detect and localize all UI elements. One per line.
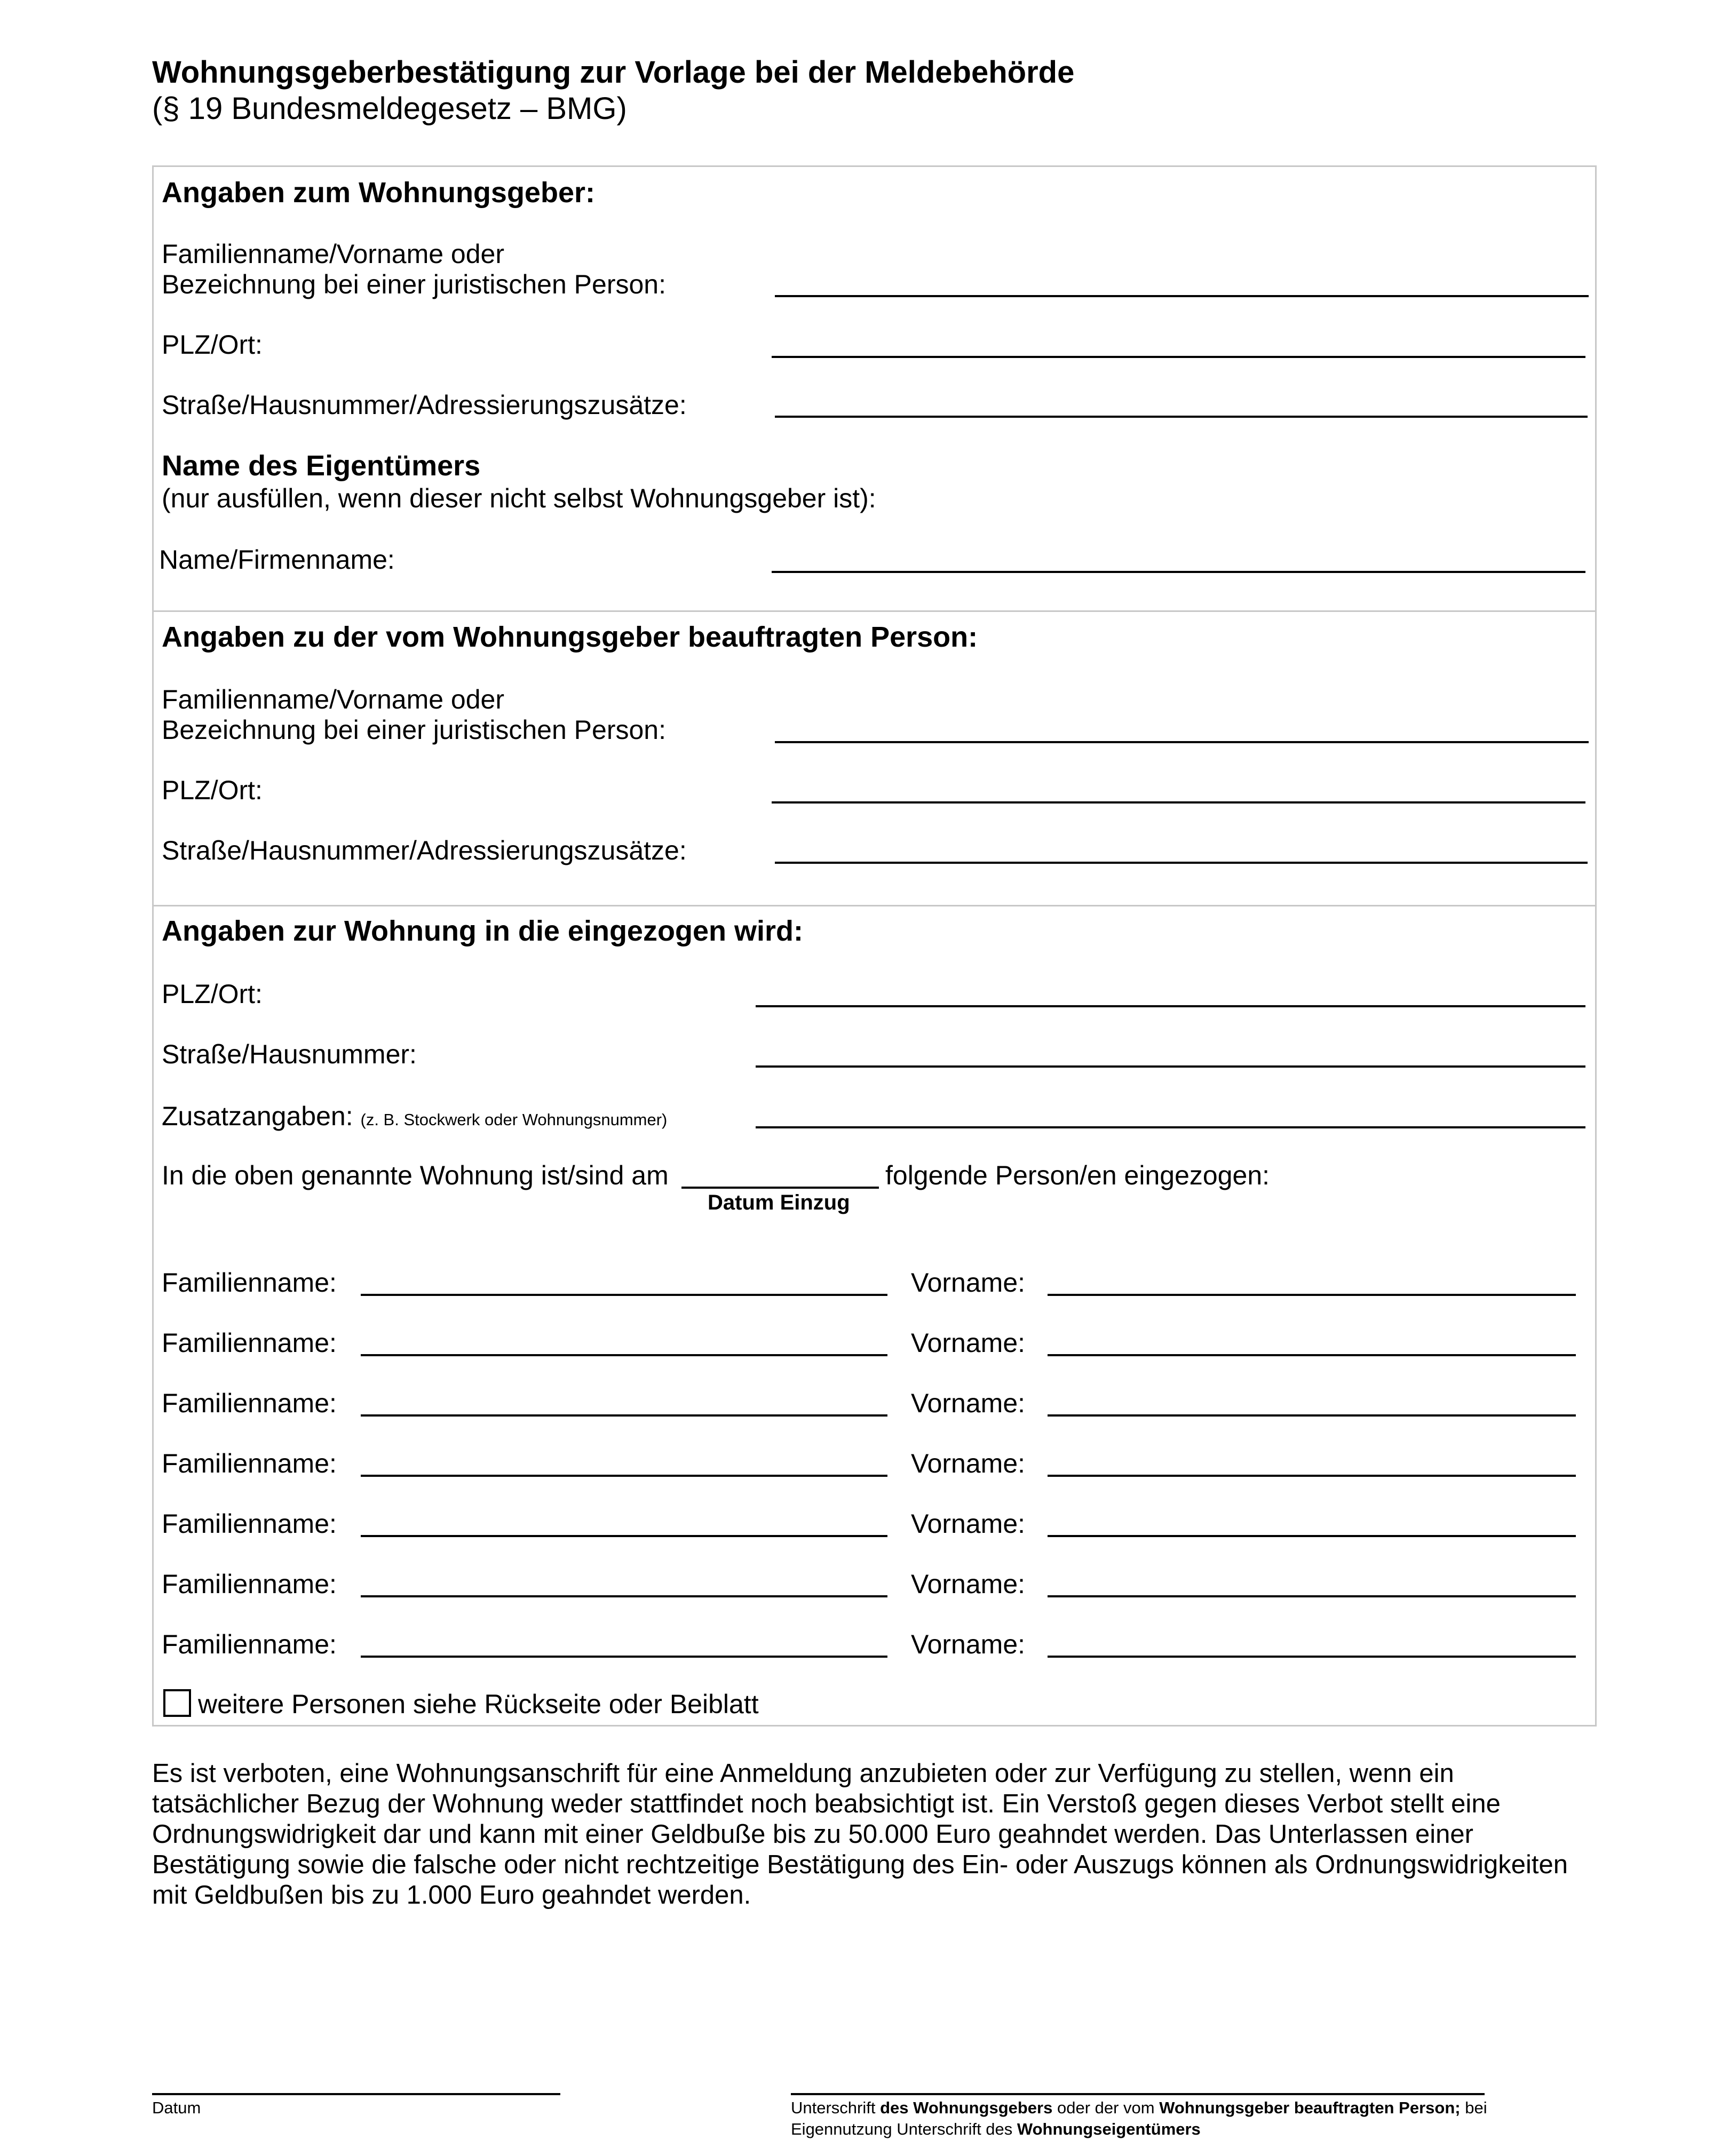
firstname-field-1[interactable] [1048, 1294, 1576, 1296]
sig-part-6: Wohnungseigentümers [1017, 2120, 1201, 2138]
agent-name-label-1: Familienname/Vorname oder [162, 685, 504, 714]
movein-prefix: In die oben genannte Wohnung ist/sind am [162, 1160, 669, 1190]
surname-label-6: Familienname: [162, 1569, 337, 1599]
surname-field-6[interactable] [361, 1595, 887, 1597]
firstname-field-2[interactable] [1048, 1354, 1576, 1356]
firstname-label-3: Vorname: [911, 1388, 1026, 1418]
landlord-name-field[interactable] [775, 295, 1589, 297]
surname-field-1[interactable] [361, 1294, 887, 1296]
apartment-extra-label [162, 1101, 667, 1132]
surname-field-5[interactable] [361, 1535, 887, 1537]
apartment-extra-field[interactable] [756, 1126, 1585, 1128]
sig-part-1: Unterschrift [791, 2098, 881, 2117]
firstname-field-3[interactable] [1048, 1414, 1576, 1417]
signature-line[interactable] [791, 2093, 1485, 2095]
agent-plz-field[interactable] [772, 801, 1585, 803]
surname-field-7[interactable] [361, 1656, 887, 1658]
document-title: Wohnungsgeberbestätigung zur Vorlage bei der Meldebehörde [152, 55, 1075, 90]
landlord-street-field[interactable] [775, 416, 1588, 418]
apartment-street-label: Straße/Hausnummer: [162, 1039, 417, 1069]
agent-plz-label: PLZ/Ort: [162, 775, 263, 805]
firstname-label-5: Vorname: [911, 1509, 1026, 1539]
signature-caption [791, 2097, 1495, 2140]
firstname-label-2: Vorname: [911, 1328, 1026, 1358]
firstname-label-4: Vorname: [911, 1449, 1026, 1478]
owner-note: (nur ausfüllen, wenn dieser nicht selbst Wohnungsgeber ist): [162, 483, 876, 513]
apartment-extra-hint: (z. B. Stockwerk oder Wohnungsnummer) [360, 1110, 668, 1129]
date-signature-label: Datum [152, 2098, 201, 2117]
date-signature-line[interactable] [152, 2093, 560, 2095]
movein-date-caption: Datum Einzug [708, 1191, 850, 1214]
surname-label-4: Familienname: [162, 1449, 337, 1478]
firstname-field-4[interactable] [1048, 1475, 1576, 1477]
landlord-heading: Angaben zum Wohnungsgeber: [162, 177, 595, 209]
firstname-label-6: Vorname: [911, 1569, 1026, 1599]
firstname-field-5[interactable] [1048, 1535, 1576, 1537]
apartment-plz-label: PLZ/Ort: [162, 979, 263, 1009]
agent-name-label-2: Bezeichnung bei einer juristischen Person: [162, 715, 666, 745]
apartment-extra-label-text: Zusatzangaben: [162, 1101, 353, 1131]
apartment-section [152, 905, 1597, 1727]
firstname-label-7: Vorname: [911, 1629, 1026, 1659]
movein-suffix: folgende Person/en eingezogen: [885, 1160, 1270, 1190]
surname-label-2: Familienname: [162, 1328, 337, 1358]
agent-street-label: Straße/Hausnummer/Adressierungszusätze: [162, 836, 687, 865]
surname-field-4[interactable] [361, 1475, 887, 1477]
firstname-label-1: Vorname: [911, 1268, 1026, 1298]
firstname-field-6[interactable] [1048, 1595, 1576, 1597]
sig-part-4: Wohnungsgeber beauftragten Person; [1159, 2098, 1461, 2117]
apartment-plz-field[interactable] [756, 1005, 1585, 1007]
landlord-plz-label: PLZ/Ort: [162, 330, 263, 360]
more-persons-label: weitere Personen siehe Rückseite oder Beiblatt [198, 1689, 759, 1719]
surname-label-7: Familienname: [162, 1629, 337, 1659]
surname-label-5: Familienname: [162, 1509, 337, 1539]
firstname-field-7[interactable] [1048, 1656, 1576, 1658]
apartment-heading: Angaben zur Wohnung in die eingezogen wird: [162, 915, 803, 947]
surname-label-1: Familienname: [162, 1268, 337, 1298]
owner-name-label: Name/Firmenname: [159, 545, 395, 575]
owner-heading: Name des Eigentümers [162, 450, 481, 482]
landlord-name-label-1: Familienname/Vorname oder [162, 239, 504, 269]
landlord-plz-field[interactable] [772, 356, 1585, 358]
landlord-name-label-2: Bezeichnung bei einer juristischen Person: [162, 269, 666, 299]
landlord-street-label: Straße/Hausnummer/Adressierungszusätze: [162, 390, 687, 420]
document-subtitle: (§ 19 Bundesmeldegesetz – BMG) [152, 91, 627, 126]
agent-name-field[interactable] [775, 741, 1589, 743]
agent-heading: Angaben zu der vom Wohnungsgeber beauftragten Person: [162, 621, 978, 653]
surname-field-2[interactable] [361, 1354, 887, 1356]
sig-part-5: bei Eigennutzung Unterschrift des [791, 2098, 1487, 2138]
movein-date-field[interactable] [681, 1187, 879, 1189]
apartment-street-field[interactable] [756, 1065, 1585, 1068]
sig-part-2: des Wohnungsgebers [880, 2098, 1053, 2117]
surname-label-3: Familienname: [162, 1388, 337, 1418]
agent-street-field[interactable] [775, 862, 1588, 864]
more-persons-checkbox[interactable] [163, 1689, 191, 1717]
legal-notice: Es ist verboten, eine Wohnungsanschrift für eine Anmeldung anzubieten oder zur Verfügung zu stellen, wenn ein tatsächlicher Bezug der Wohnung weder stattfindet noch beabsichtigt ist. Ein Verstoß gegen dieses Verbot stellt eine Ordnungswidrigkeit dar und kann mit einer Geldbuße bis zu 50.000 Euro geahndet werden. Das Unterlassen einer Bestätigung sowie die falsche oder nicht rechtzeitige Bestätigung des Ein- oder Auszugs können als Ordnungswidrigkeiten mit Geldbußen bis zu 1.000 Euro geahndet werden. [152, 1759, 1568, 1910]
sig-part-3: oder der vom [1052, 2098, 1160, 2117]
owner-name-field[interactable] [772, 571, 1585, 573]
surname-field-3[interactable] [361, 1414, 887, 1417]
